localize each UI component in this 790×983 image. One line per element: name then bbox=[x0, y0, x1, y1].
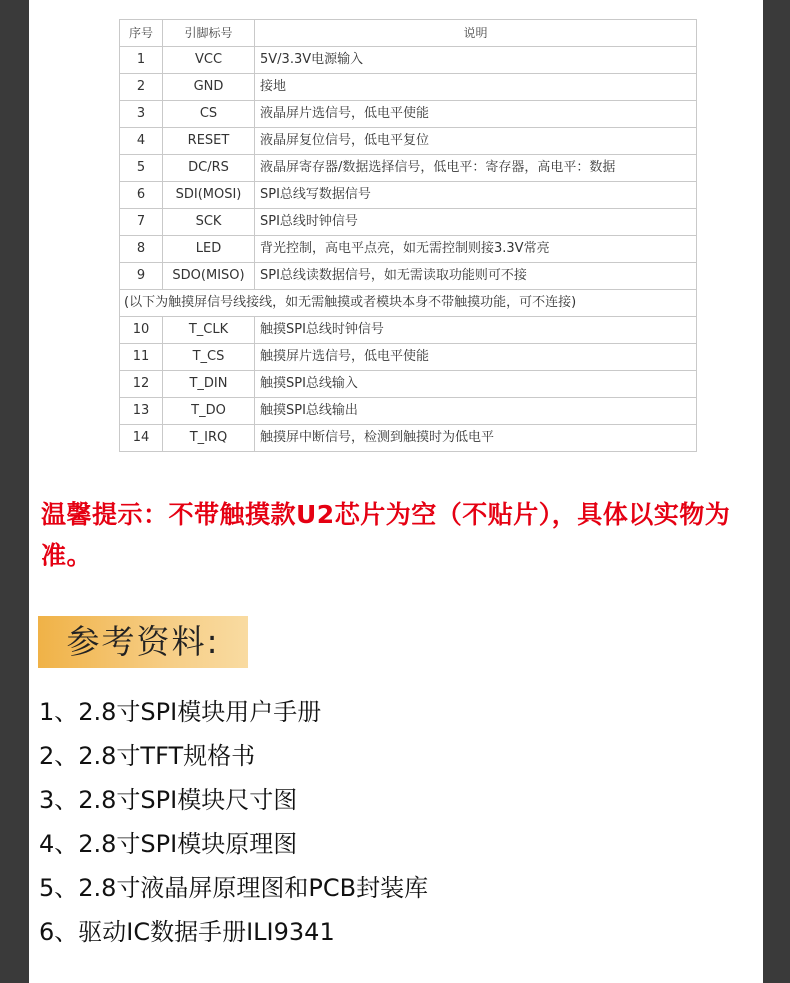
cell-no: 13 bbox=[120, 398, 163, 425]
cell-no: 1 bbox=[120, 47, 163, 74]
table-row bbox=[120, 155, 697, 182]
table-row bbox=[120, 128, 697, 155]
column-header-no: 序号 bbox=[120, 20, 163, 47]
cell-desc: SPI总线时钟信号 bbox=[255, 209, 697, 236]
cell-pin: DC/RS bbox=[163, 155, 255, 182]
cell-desc: 触摸SPI总线输出 bbox=[255, 398, 697, 425]
table-row bbox=[120, 425, 697, 452]
table-row bbox=[120, 236, 697, 263]
cell-desc: 背光控制，高电平点亮，如无需控制则接3.3V常亮 bbox=[255, 236, 697, 263]
cell-desc: 接地 bbox=[255, 74, 697, 101]
cell-pin: LED bbox=[163, 236, 255, 263]
cell-no: 14 bbox=[120, 425, 163, 452]
touch-note-row bbox=[120, 290, 697, 317]
cell-pin: VCC bbox=[163, 47, 255, 74]
column-header-pin: 引脚标号 bbox=[163, 20, 255, 47]
cell-desc: 液晶屏复位信号，低电平复位 bbox=[255, 128, 697, 155]
cell-desc: 液晶屏片选信号，低电平使能 bbox=[255, 101, 697, 128]
cell-desc: SPI总线写数据信号 bbox=[255, 182, 697, 209]
table-row bbox=[120, 74, 697, 101]
table-header-row bbox=[120, 20, 697, 47]
cell-pin: SDO(MISO) bbox=[163, 263, 255, 290]
cell-no: 9 bbox=[120, 263, 163, 290]
table-row bbox=[120, 263, 697, 290]
cell-desc: 5V/3.3V电源输入 bbox=[255, 47, 697, 74]
product-detail-page bbox=[29, 0, 763, 983]
cell-pin: SCK bbox=[163, 209, 255, 236]
cell-no: 7 bbox=[120, 209, 163, 236]
cell-pin: T_CLK bbox=[163, 317, 255, 344]
reference-item[interactable]: 6、驱动IC数据手册ILI9341 bbox=[39, 918, 335, 946]
table-row bbox=[120, 47, 697, 74]
references-title: 参考资料: bbox=[38, 616, 248, 668]
warm-tip-notice: 温馨提示：不带触摸款U2芯片为空（不贴片），具体以实物为准。 bbox=[41, 500, 731, 570]
table-row bbox=[120, 182, 697, 209]
cell-desc: 触摸屏中断信号，检测到触摸时为低电平 bbox=[255, 425, 697, 452]
pin-definition-table bbox=[119, 19, 697, 452]
reference-item[interactable]: 5、2.8寸液晶屏原理图和PCB封装库 bbox=[39, 874, 429, 902]
cell-no: 11 bbox=[120, 344, 163, 371]
cell-desc: 液晶屏寄存器/数据选择信号，低电平：寄存器，高电平：数据 bbox=[255, 155, 697, 182]
table-row bbox=[120, 317, 697, 344]
cell-pin: T_IRQ bbox=[163, 425, 255, 452]
cell-no: 8 bbox=[120, 236, 163, 263]
cell-pin: SDI(MOSI) bbox=[163, 182, 255, 209]
cell-desc: 触摸屏片选信号，低电平使能 bbox=[255, 344, 697, 371]
cell-no: 6 bbox=[120, 182, 163, 209]
cell-no: 4 bbox=[120, 128, 163, 155]
cell-no: 10 bbox=[120, 317, 163, 344]
table-row bbox=[120, 344, 697, 371]
table-row bbox=[120, 101, 697, 128]
table-row bbox=[120, 209, 697, 236]
cell-pin: GND bbox=[163, 74, 255, 101]
touch-note: (以下为触摸屏信号线接线，如无需触摸或者模块本身不带触摸功能，可不连接) bbox=[120, 290, 697, 317]
cell-pin: T_CS bbox=[163, 344, 255, 371]
table-row bbox=[120, 398, 697, 425]
reference-item[interactable]: 1、2.8寸SPI模块用户手册 bbox=[39, 698, 322, 726]
cell-pin: T_DO bbox=[163, 398, 255, 425]
references-list bbox=[39, 690, 428, 954]
column-header-desc: 说明 bbox=[255, 20, 697, 47]
cell-pin: CS bbox=[163, 101, 255, 128]
cell-desc: 触摸SPI总线时钟信号 bbox=[255, 317, 697, 344]
cell-no: 5 bbox=[120, 155, 163, 182]
reference-item[interactable]: 4、2.8寸SPI模块原理图 bbox=[39, 830, 298, 858]
cell-desc: SPI总线读数据信号，如无需读取功能则可不接 bbox=[255, 263, 697, 290]
cell-no: 2 bbox=[120, 74, 163, 101]
cell-no: 12 bbox=[120, 371, 163, 398]
cell-pin: RESET bbox=[163, 128, 255, 155]
reference-item[interactable]: 2、2.8寸TFT规格书 bbox=[39, 742, 256, 770]
reference-item[interactable]: 3、2.8寸SPI模块尺寸图 bbox=[39, 786, 298, 814]
cell-pin: T_DIN bbox=[163, 371, 255, 398]
cell-no: 3 bbox=[120, 101, 163, 128]
table-row bbox=[120, 371, 697, 398]
cell-desc: 触摸SPI总线输入 bbox=[255, 371, 697, 398]
